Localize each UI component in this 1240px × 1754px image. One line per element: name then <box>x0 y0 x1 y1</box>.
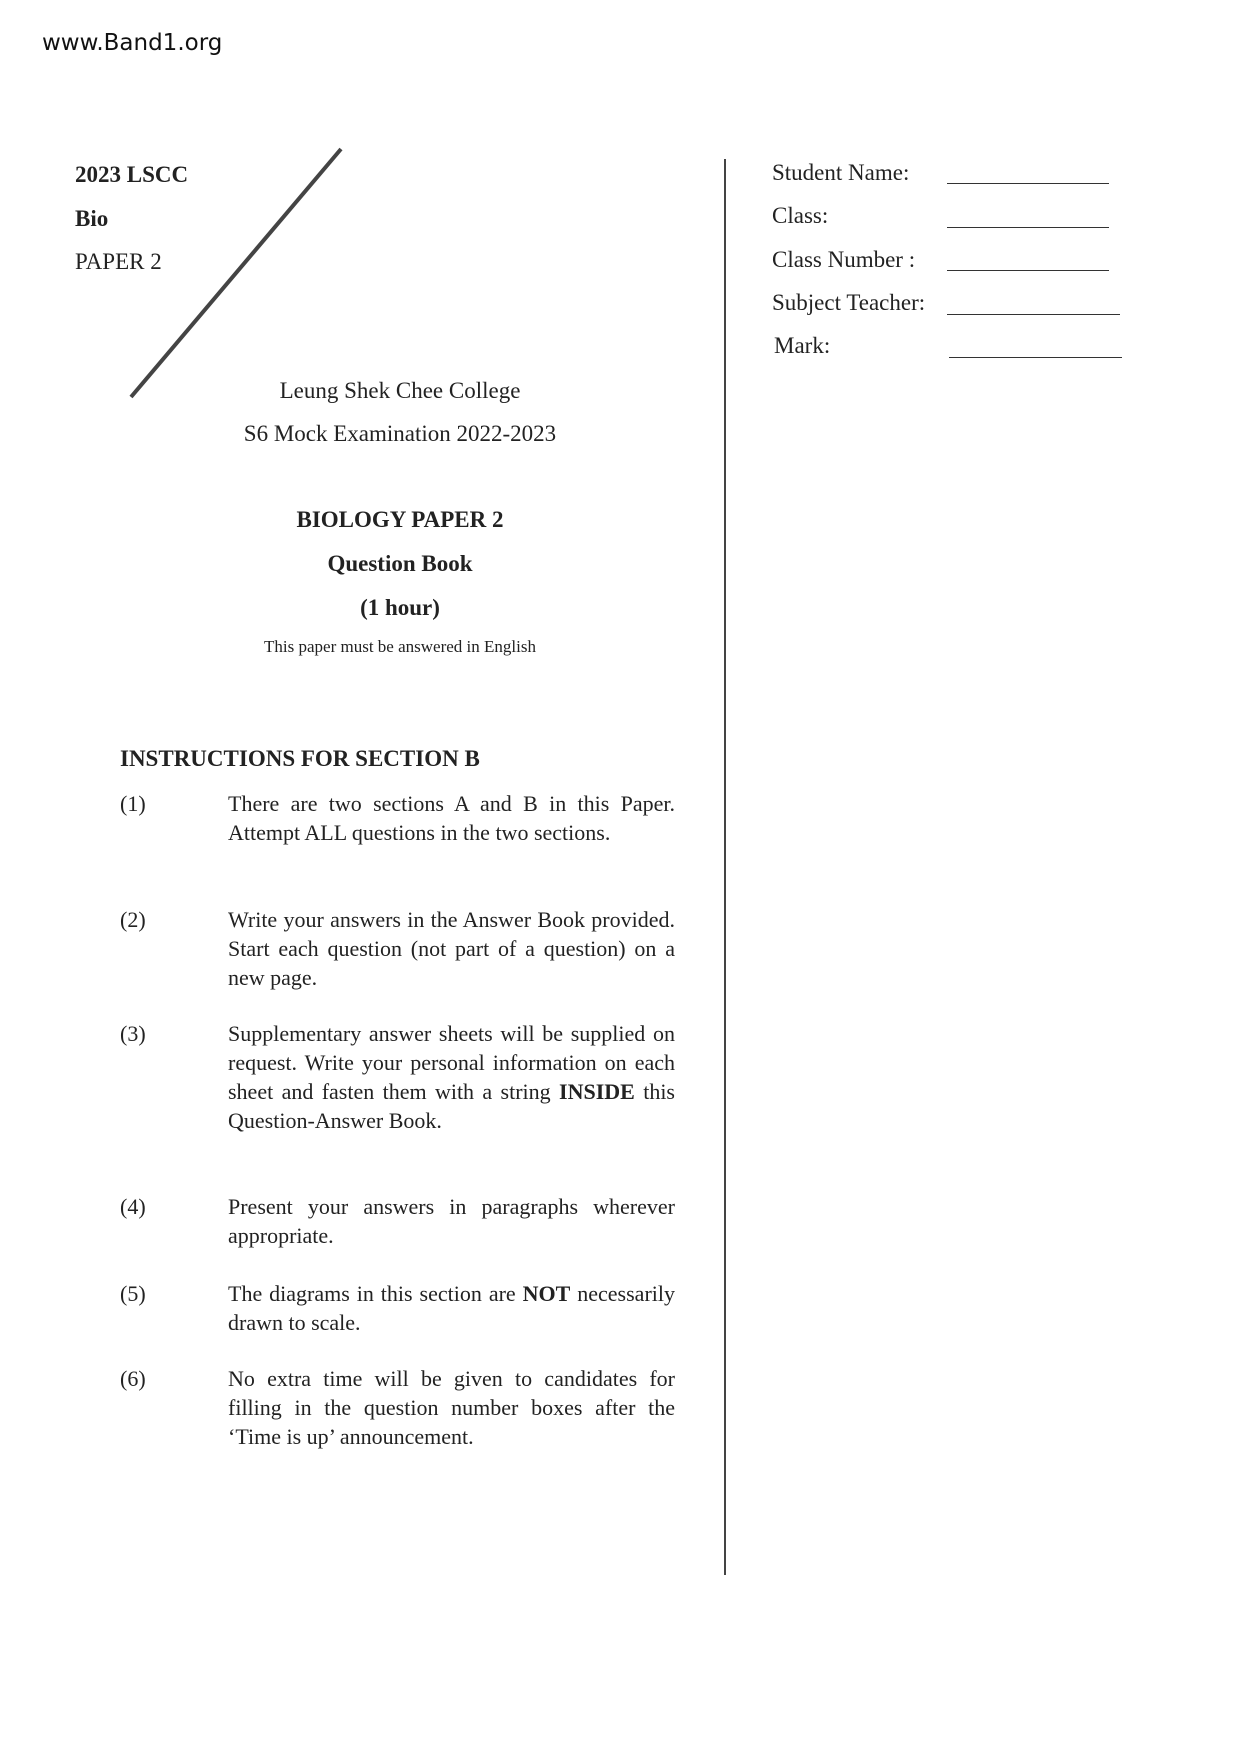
column-divider <box>724 159 726 1575</box>
paper-subtitle: Question Book <box>327 551 473 576</box>
watermark: www.Band1.org <box>42 30 223 56</box>
item-text: Supplementary answer sheets will be supplied on request. Write your personal information on each sheet and fasten them with a string INSIDE this Question-Answer Book. <box>228 1021 675 1133</box>
header-paper: PAPER 2 <box>75 249 162 274</box>
mark-field[interactable] <box>949 357 1122 358</box>
class-field[interactable] <box>947 227 1109 228</box>
header-year-school: 2023 LSCC <box>75 162 189 187</box>
item-number: (2) <box>120 907 146 932</box>
subject-teacher-label: Subject Teacher: <box>772 290 926 315</box>
header-subject: Bio <box>75 206 109 231</box>
instructions-heading: INSTRUCTIONS FOR SECTION B <box>120 746 480 771</box>
item-number: (5) <box>120 1281 146 1306</box>
item-number: (3) <box>120 1021 146 1046</box>
item-text: Present your answers in paragraphs wherever appropriate. <box>228 1194 675 1248</box>
item-text: Write your answers in the Answer Book provided. Start each question (not part of a question) on a new page. <box>228 907 675 990</box>
paper-title: BIOLOGY PAPER 2 <box>296 507 504 532</box>
student-name-field[interactable] <box>947 183 1109 184</box>
class-number-label: Class Number : <box>772 247 916 272</box>
subject-teacher-field[interactable] <box>947 314 1120 315</box>
item-text: There are two sections A and B in this Paper. Attempt ALL questions in the two sections. <box>228 791 675 845</box>
student-name-label: Student Name: <box>772 160 910 185</box>
class-label: Class: <box>772 203 829 228</box>
exam-name: S6 Mock Examination 2022-2023 <box>243 421 557 446</box>
duration: (1 hour) <box>360 595 440 620</box>
mark-label: Mark: <box>774 333 831 358</box>
item-text: No extra time will be given to candidates for filling in the question number boxes after the ‘Time is up’ announcement. <box>228 1366 675 1449</box>
diagonal-slash <box>0 0 800 420</box>
school-name: Leung Shek Chee College <box>279 378 521 403</box>
item-text: The diagrams in this section are NOT necessarily drawn to scale. <box>228 1281 675 1335</box>
language-note: This paper must be answered in English <box>264 637 536 656</box>
item-number: (6) <box>120 1366 146 1391</box>
class-number-field[interactable] <box>947 270 1109 271</box>
item-number: (4) <box>120 1194 146 1219</box>
item-number: (1) <box>120 791 146 816</box>
